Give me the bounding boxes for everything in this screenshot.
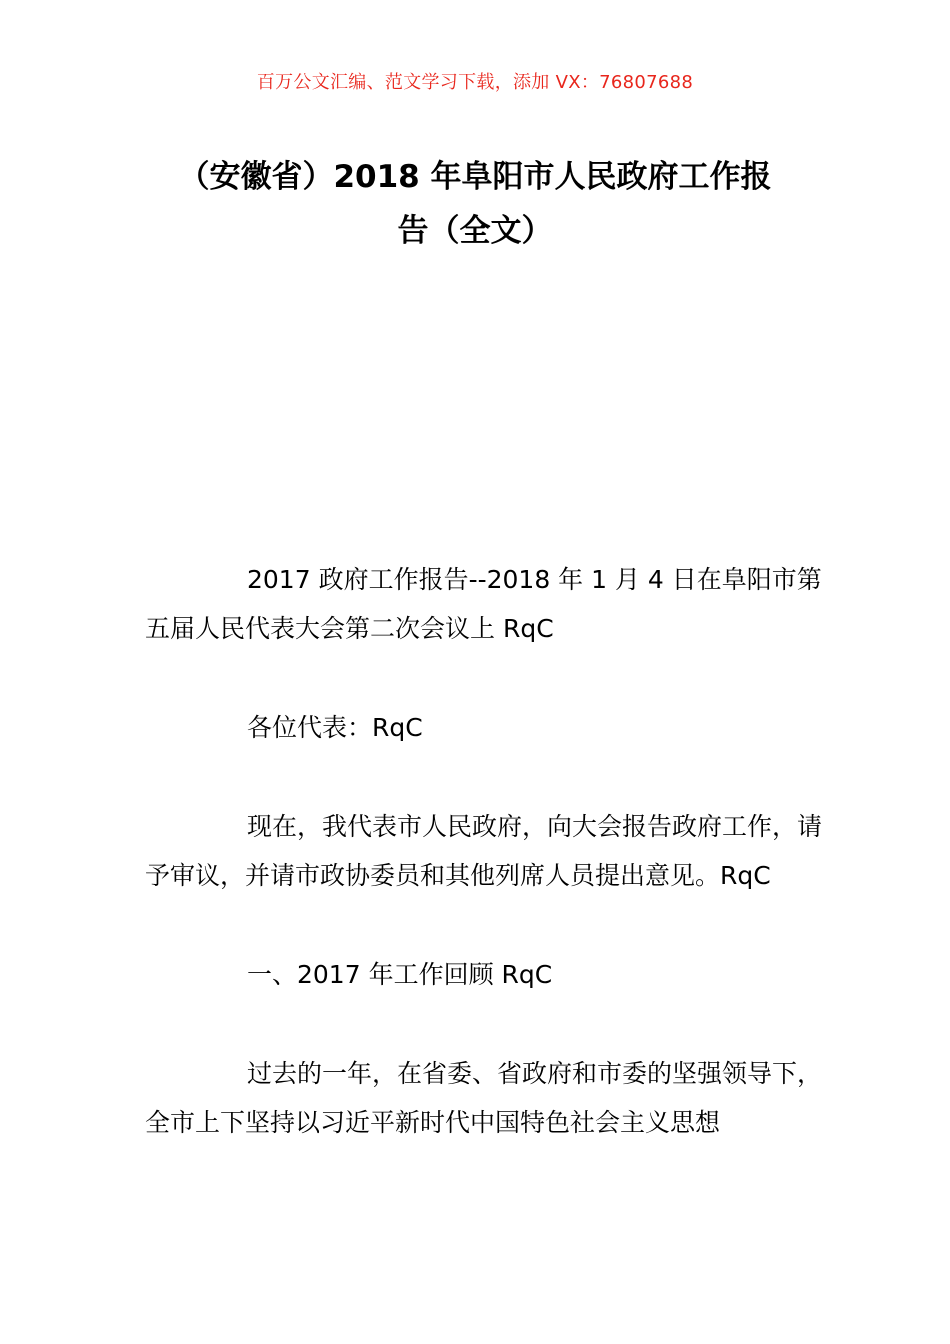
document-title [100, 150, 850, 258]
header-contact-note: 百万公文汇编、范文学习下载，添加 VX：76807688 [256, 72, 694, 93]
paragraph-salutation: 各位代表：RqC [247, 713, 423, 742]
document-body [145, 555, 835, 1197]
paragraph-section-heading: 一、2017 年工作回顾 RqC [247, 960, 553, 989]
paragraph-review: 过去的一年，在省委、省政府和市委的坚强领导下，全市上下坚持以习近平新时代中国特色社会主义思想 [145, 1059, 823, 1137]
title-line-1: （安徽省）2018 年阜阳市人民政府工作报 [178, 159, 772, 195]
paragraph-intro: 现在，我代表市人民政府，向大会报告政府工作，请予审议，并请市政协委员和其他列席人员提出意见。RqC [145, 812, 823, 890]
title-line-2: 告（全文） [397, 213, 553, 249]
paragraph-report-subtitle: 2017 政府工作报告--2018 年 1 月 4 日在阜阳市第五届人民代表大会第二次会议上 RqC [145, 565, 822, 643]
